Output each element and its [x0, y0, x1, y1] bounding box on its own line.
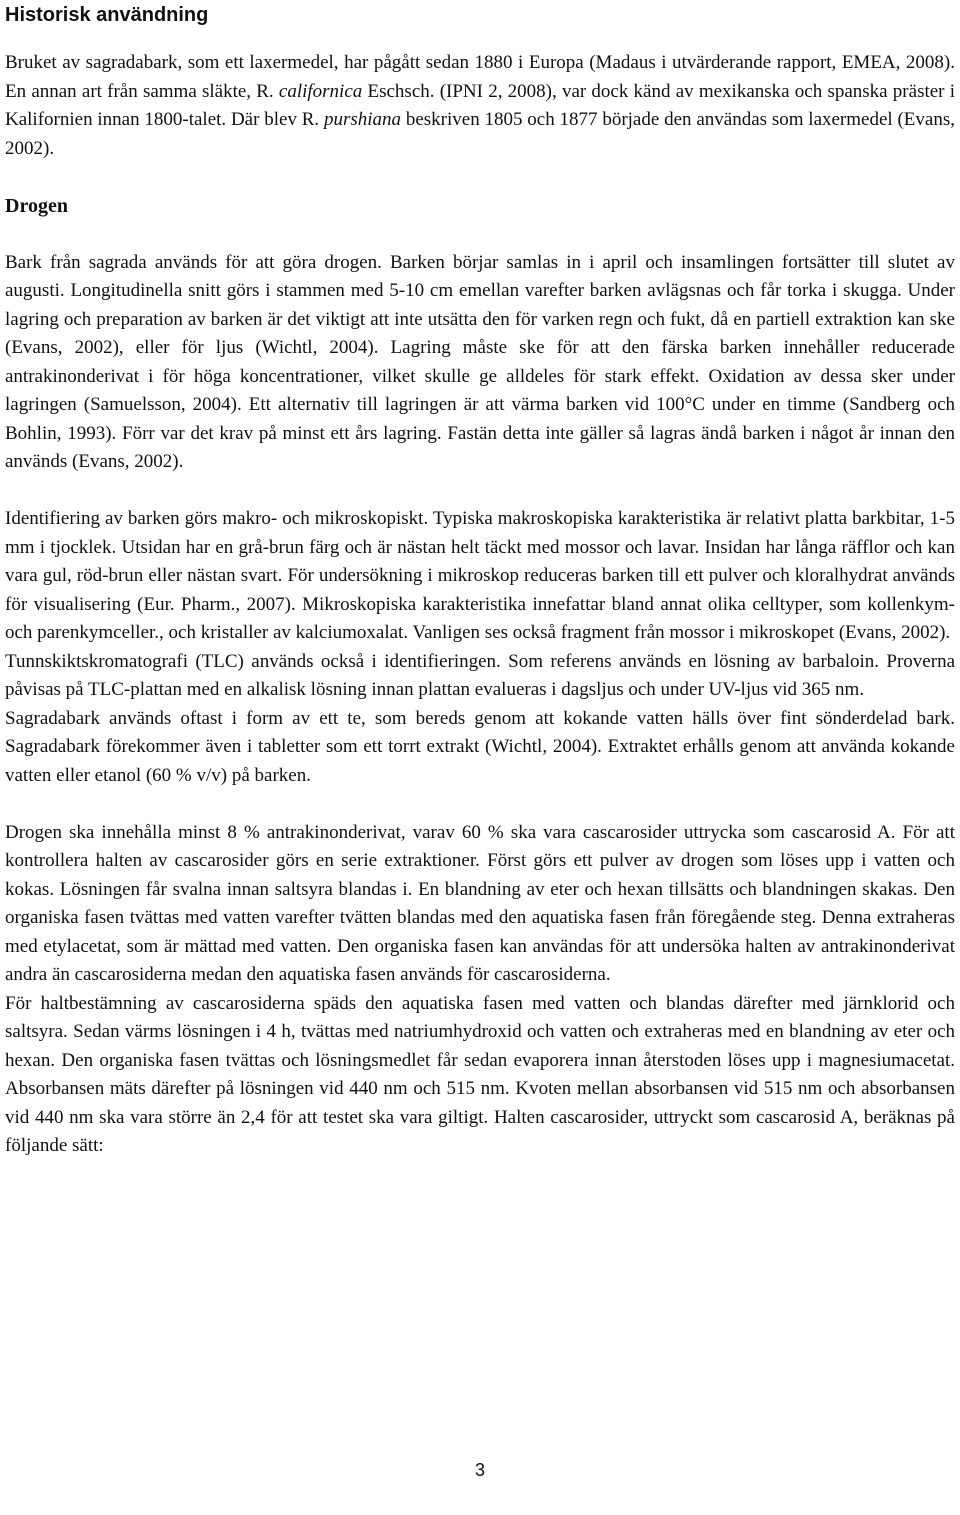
paragraph-identification: Identifiering av barken görs makro- och mikroskopiskt. Typiska makroskopiska karakteristika är relativt platta barkbitar, 1-5 mm i tjocklek. Utsidan har en grå-brun färg och är nästan helt täckt med mossor och lavar. Insidan har långa räfflor och kan vara gul, röd-brun eller nästan svart. För undersökning i mikroskop reduceras barken till ett pulver och kloralhydrat används för visualisering (Eur. Pharm., 2007). Mikroskopiska karakteristika innefattar bland annat olika celltyper, som kollenkym- och parenkymceller., och kristaller av kalciumoxalat. Vanligen ses också fragment från mossor i mikroskopet (Evans, 2002). — [5, 508, 955, 643]
page-number: 3 — [474, 1460, 485, 1480]
paragraph-content: Drogen ska innehålla minst 8 % antrakinonderivat, varav 60 % ska vara cascarosider uttrycka som cascarosid A. För att kontrollera halten av cascarosider görs en serie extraktioner. Först görs ett pulver av drogen som löses upp i vatten och kokas. Lösningen får svalna innan saltsyra blandas i. En blandning av eter och hexan tillsätts och blandningen skakas. Den organiska fasen tvättas med vatten varefter tvätten blandas med den aquatiska fasen från föregående steg. Denna extraheras med etylacetat, som är mättad med vatten. Den organiska fasen kan användas för att undersöka halten av antrakinonderivat andra än cascarosiderna medan den aquatiska fasen används för cascarosiderna. — [5, 821, 955, 985]
paragraph-assay: För haltbestämning av cascarosiderna späds den aquatiska fasen med vatten och blandas därefter med järnklorid och saltsyra. Sedan värms lösningen i 4 h, tvättas med natriumhydroxid och vatten och extraheras med en blandning av eter och hexan. Den organiska fasen tvättas och lösningsmedlet får sedan evaporera innan återstoden löses upp i magnesiumacetat. Absorbansen mäts därefter på lösningen vid 440 nm och 515 nm. Kvoten mellan absorbansen vid 515 nm och absorbansen vid 440 nm ska vara större än 2,4 för att testet ska vara giltigt. Halten cascarosider, uttryckt som cascarosid A, beräknas på följande sätt: — [5, 992, 955, 1156]
document-page — [5, 0, 955, 1161]
history-paragraph: Bruket av sagradabark, som ett laxermedel, har pågått sedan 1880 i Europa (Madaus i utvärderande rapport, EMEA, 2008). En annan art från samma släkte, R. californica Eschsch. (IPNI 2, 2008), var dock känd av mexikanska och spanska präster i Kalifornien innan 1800-talet. Där blev R. purshiana beskriven 1805 och 1877 började den användas som laxermedel (Evans, 2002). — [5, 52, 955, 159]
subheading-drogen: Drogen — [5, 194, 68, 217]
paragraph-tlc: Tunnskiktskromatografi (TLC) används också i identifieringen. Som referens används en lösning av barbaloin. Proverna påvisas på TLC-plattan med en alkalisk lösning innan plattan evalueras i dagsljus och under UV-ljus vid 365 nm. — [5, 650, 955, 700]
section-heading-history: Historisk användning — [5, 4, 209, 26]
paragraph-collection: Bark från sagrada används för att göra drogen. Barken börjar samlas in i april och insamlingen fortsätter till slutet av augusti. Longitudinella snitt görs i stammen med 5-10 cm emellan varefter barken avlägsnas och får torka i skugga. Under lagring och preparation av barken är det viktigt att inte utsätta den för varken regn och fukt, då en partiell extraktion kan ske (Evans, 2002), eller för ljus (Wichtl, 2004). Lagring måste ske för att den färska barken innehåller reducerade antrakinonderivat i för höga koncentrationer, vilket skulle ge alldeles för stark effekt. Oxidation av dessa sker under lagringen (Samuelsson, 2004). Ett alternativ till lagringen är att värma barken vid 100°C under en timme (Sandberg och Bohlin, 1993). Förr var det krav på minst ett års lagring. Fastän detta inte gäller så lagras ändå barken i något år innan den används (Evans, 2002). — [5, 251, 955, 472]
paragraph-usage: Sagradabark används oftast i form av ett te, som bereds genom att kokande vatten hälls över fint sönderdelad bark. Sagradabark förekommer även i tabletter som ett torrt extrakt (Wichtl, 2004). Extraktet erhålls genom att använda kokande vatten eller etanol (60 % v/v) på barken. — [5, 707, 955, 786]
